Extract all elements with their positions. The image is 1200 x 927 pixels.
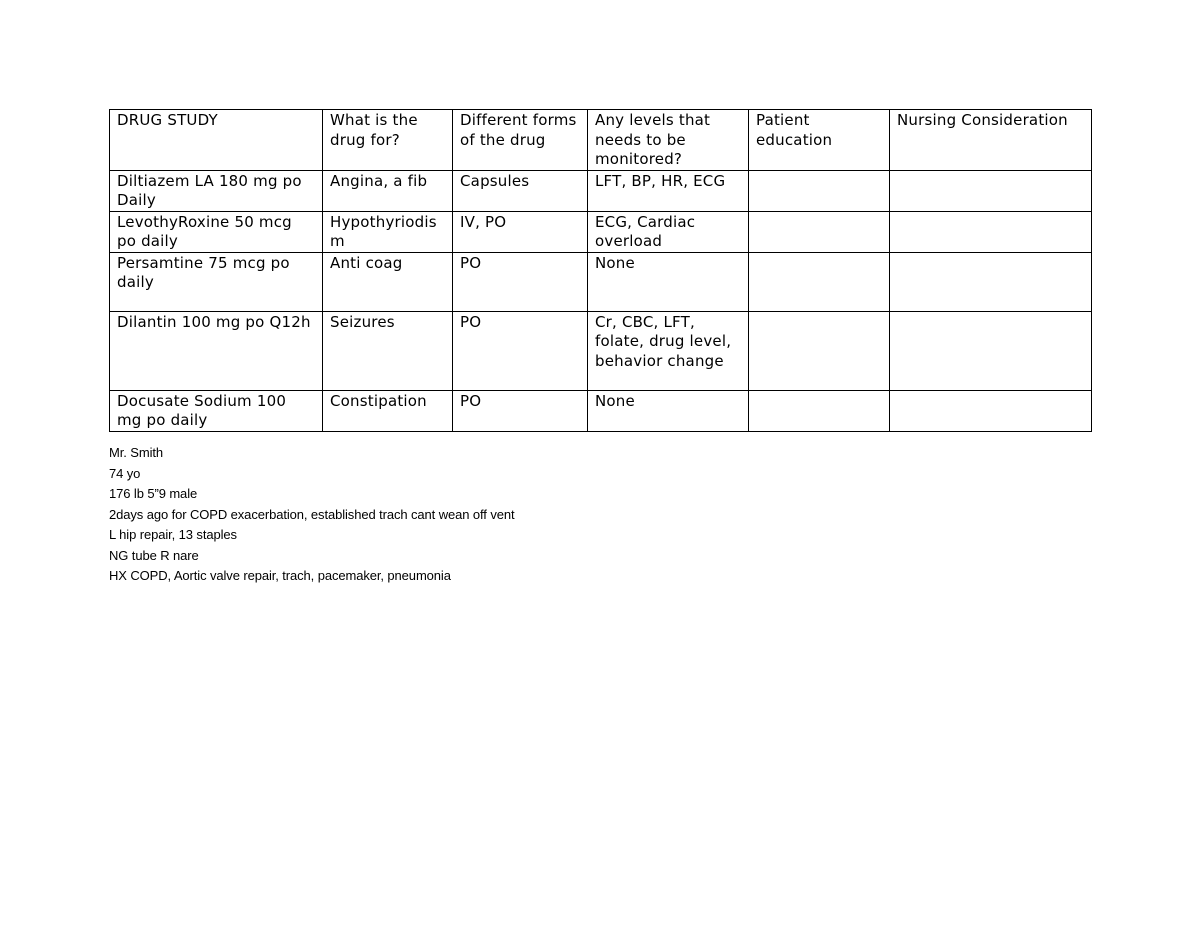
table-cell (749, 311, 890, 390)
table-cell: None (588, 252, 749, 311)
table-cell (890, 211, 1092, 252)
table-cell (749, 211, 890, 252)
patient-procedure-note: L hip repair, 13 staples (109, 527, 237, 542)
table-row (110, 252, 1092, 311)
table-cell: None (588, 390, 749, 431)
table-row (110, 170, 1092, 211)
table-cell (749, 170, 890, 211)
table-cell (890, 252, 1092, 311)
drug-study-table (109, 109, 1092, 432)
table-cell (749, 252, 890, 311)
table-cell (749, 390, 890, 431)
header-drug-study: DRUG STUDY (110, 110, 323, 171)
patient-name: Mr. Smith (109, 445, 163, 460)
patient-history-note: HX COPD, Aortic valve repair, trach, pacemaker, pneumonia (109, 568, 451, 583)
table-cell: LFT, BP, HR, ECG (588, 170, 749, 211)
table-cell: PO (453, 252, 588, 311)
table-row (110, 390, 1092, 431)
table-cell: Capsules (453, 170, 588, 211)
table-cell: Angina, a fib (323, 170, 453, 211)
patient-age: 74 yo (109, 465, 141, 481)
table-cell: Persamtine 75 mcg po daily (110, 252, 323, 311)
table-cell: Anti coag (323, 252, 453, 311)
patient-tube-note: NG tube R nare (109, 547, 199, 563)
table-cell: IV, PO (453, 211, 588, 252)
table-cell: ECG, Cardiac overload (588, 211, 749, 252)
table-cell: Dilantin 100 mg po Q12h (110, 311, 323, 390)
table-cell: Seizures (323, 311, 453, 390)
table-cell: PO (453, 311, 588, 390)
table-cell: PO (453, 390, 588, 431)
patient-weight-height: 176 lb 5”9 male (109, 486, 198, 501)
header-nursing-consideration: Nursing Consideration (890, 110, 1092, 171)
table-cell: Cr, CBC, LFT, folate, drug level, behavior change (588, 311, 749, 390)
table-cell: Diltiazem LA 180 mg po Daily (110, 170, 323, 211)
table-cell: Hypothyriodism (323, 211, 453, 252)
header-drug-purpose: What is the drug for? (323, 110, 453, 171)
header-patient-education: Patient education (749, 110, 890, 171)
table-cell: Docusate Sodium 100 mg po daily (110, 390, 323, 431)
patient-notes (109, 443, 515, 587)
patient-admission-note: 2days ago for COPD exacerbation, established trach cant wean off vent (109, 506, 515, 522)
table-row (110, 311, 1092, 390)
table-cell (890, 311, 1092, 390)
table-header-row (110, 110, 1092, 171)
header-drug-forms: Different forms of the drug (453, 110, 588, 171)
table-cell: LevothyRoxine 50 mcg po daily (110, 211, 323, 252)
table-cell: Constipation (323, 390, 453, 431)
table-cell (890, 170, 1092, 211)
table-row (110, 211, 1092, 252)
table-cell (890, 390, 1092, 431)
header-monitored-levels: Any levels that needs to be monitored? (588, 110, 749, 171)
